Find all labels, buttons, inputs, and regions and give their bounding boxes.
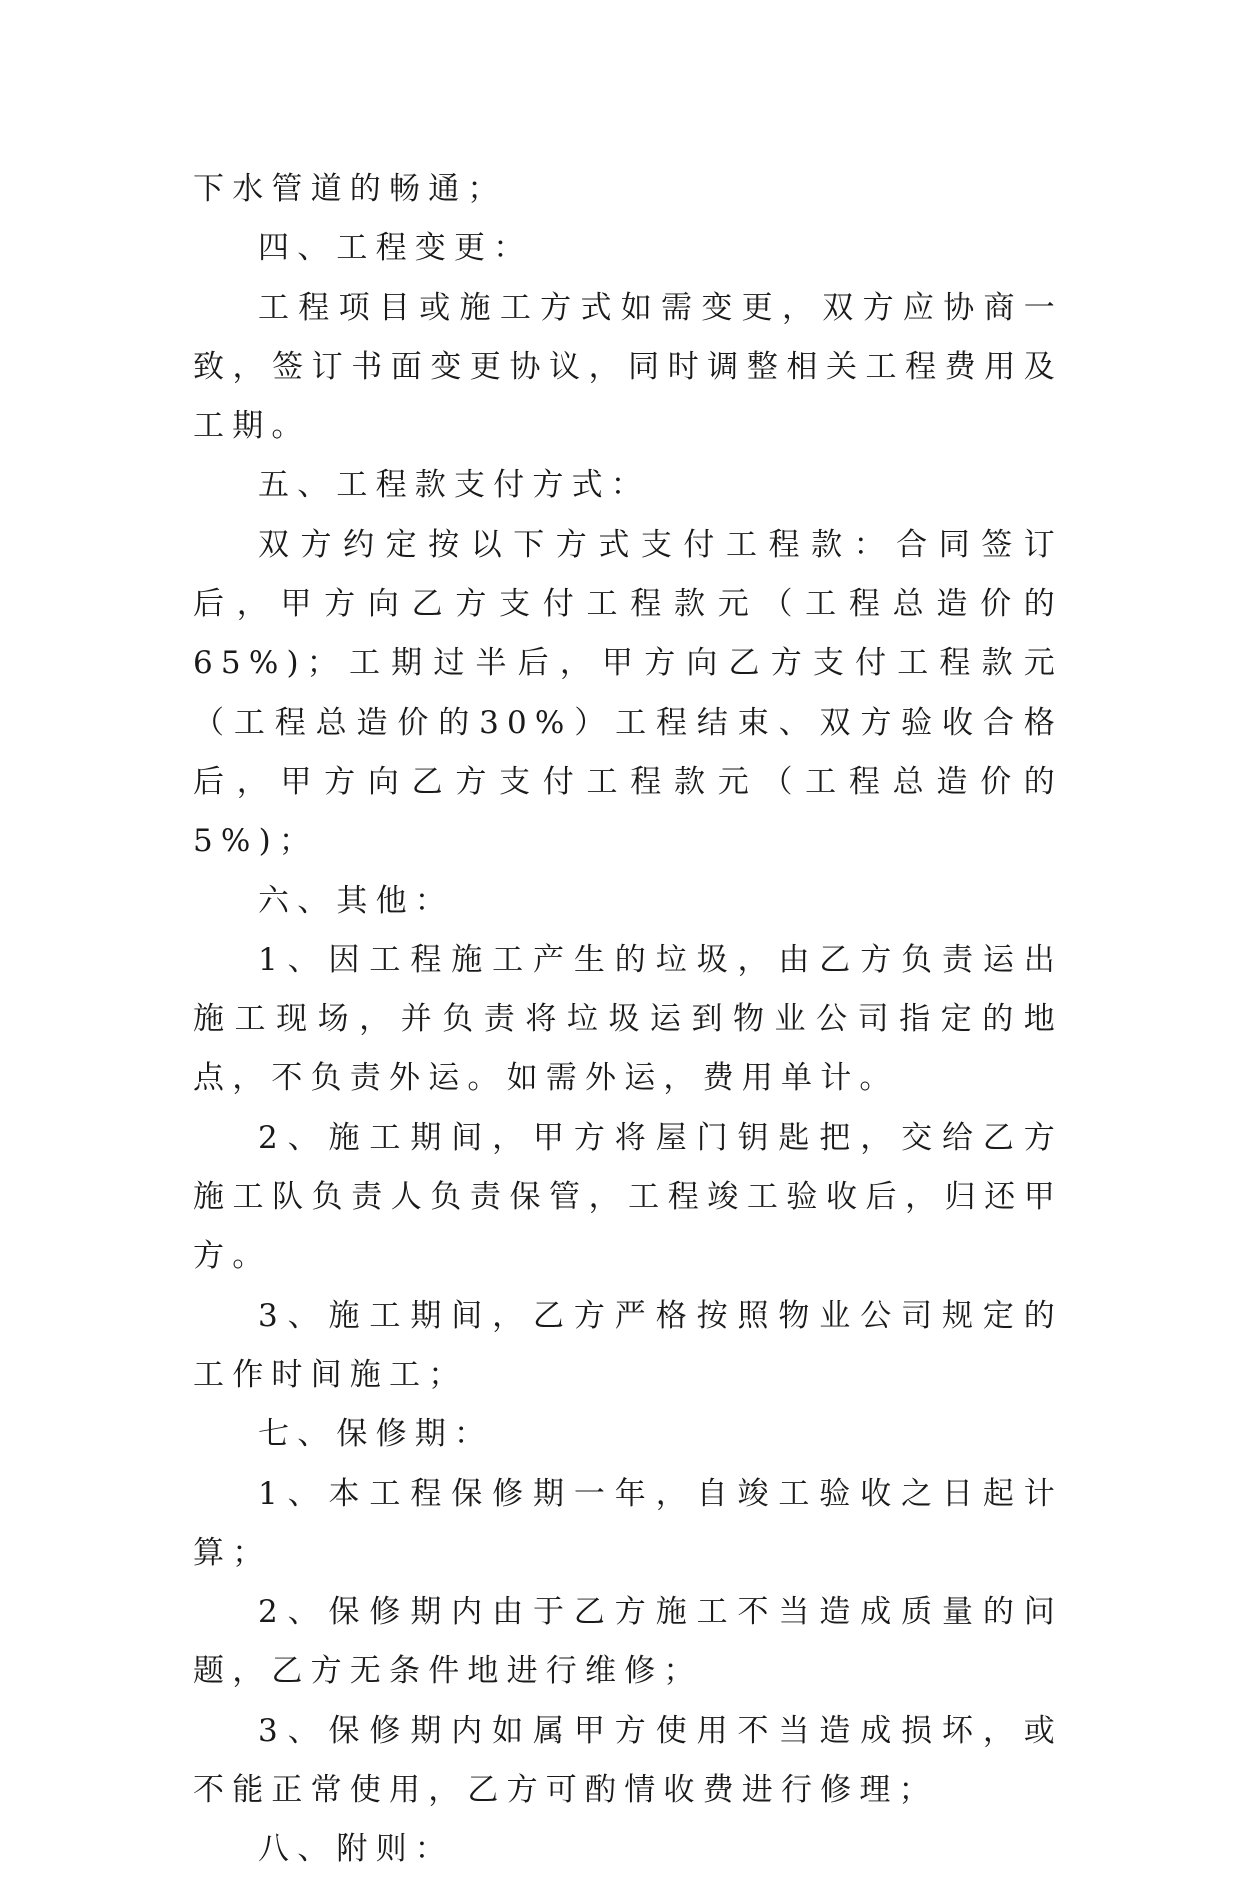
paragraph-warranty-3: 3、保修期内如属甲方使用不当造成损坏，或不能正常使用，乙方可酌情收费进行修理；	[193, 1712, 1063, 1809]
paragraph-other-3: 3、施工期间，乙方严格按照物业公司规定的工作时间施工；	[193, 1297, 1063, 1393]
heading-supplementary: 八、附则：	[258, 1831, 454, 1868]
paragraph-drain-continuation: 下水管道的畅通；	[193, 171, 507, 207]
paragraph-other-2: 2、施工期间，甲方将屋门钥匙把，交给乙方施工队负责人负责保管，工程竣工验收后，归还甲方。	[193, 1119, 1063, 1275]
paragraph-payment-method: 双方约定按以下方式支付工程款：合同签订后，甲方向乙方支付工程款元（工程总造价的65%)；工期过半后，甲方向乙方支付工程款元（工程总造价的30%）工程结束、双方验收合格后，甲方向乙方支付工程款元（工程总造价的5%)；	[193, 526, 1063, 860]
paragraph-warranty-1: 1、本工程保修期一年，自竣工验收之日起计算；	[193, 1475, 1063, 1571]
heading-other: 六、其他：	[258, 882, 454, 919]
paragraph-warranty-2: 2、保修期内由于乙方施工不当造成质量的问题，乙方无条件地进行维修；	[193, 1594, 1063, 1690]
heading-project-changes: 四、工程变更：	[258, 230, 533, 267]
paragraph-other-1: 1、因工程施工产生的垃圾，由乙方负责运出施工现场，并负责将垃圾运到物业公司指定的地点，不负责外运。如需外运，费用单计。	[193, 941, 1063, 1097]
document-body	[193, 160, 1063, 1880]
paragraph-project-changes: 工程项目或施工方式如需变更，双方应协商一致，签订书面变更协议，同时调整相关工程费用及工期。	[193, 289, 1063, 445]
heading-payment-method: 五、工程款支付方式：	[258, 467, 650, 504]
heading-warranty: 七、保修期：	[258, 1416, 494, 1453]
